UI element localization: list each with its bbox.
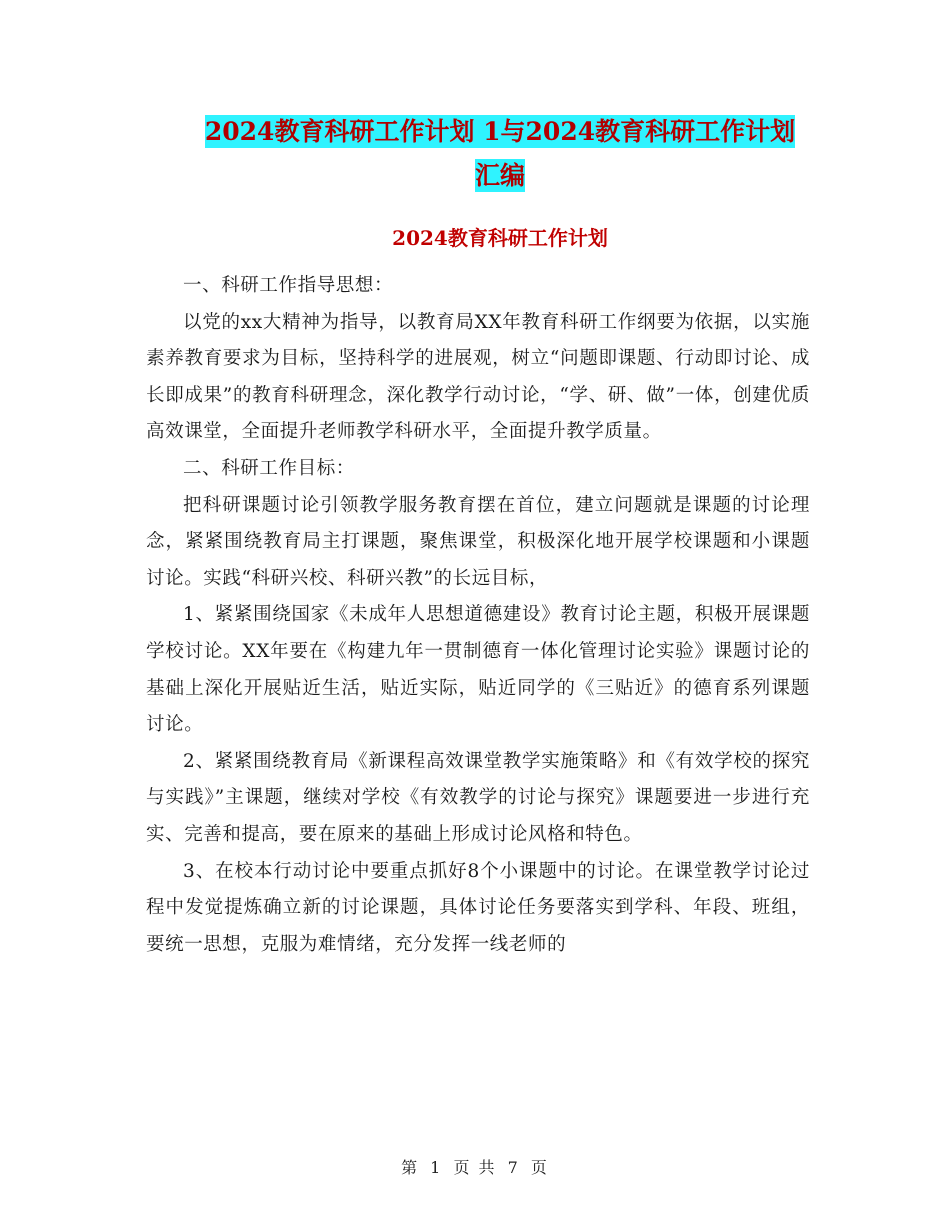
paragraph-item-1: 1、紧紧围绕国家《未成年人思想道德建设》教育讨论主题，积极开展课题学校讨论。XX年要在《构建九年一贯制德育一体化管理讨论实验》课题讨论的基础上深化开展贴近生活，贴近实际，贴近同学的《三贴近》的德育系列课题讨论。 xyxy=(146,604,810,736)
title-line-1: 2024教育科研工作计划 1与2024教育科研工作计划 xyxy=(204,117,796,146)
footer-page-number: 1 xyxy=(430,1158,443,1177)
paragraph-work-goals: 把科研课题讨论引领教学服务教育摆在首位，建立问题就是课题的讨论理念，紧紧围绕教育局主打课题，聚焦课堂，积极深化地开展学校课题和小课题讨论。实践“科研兴校、科研兴教”的长远目标， xyxy=(146,494,810,589)
document-body xyxy=(146,268,810,963)
paragraph-item-2: 2、紧紧围绕教育局《新课程高效课堂教学实施策略》和《有效学校的探究与实践》”主课题，继续对学校《有效教学的讨论与探究》课题要进一步进行充实、完善和提高，要在原来的基础上形成讨论风格和特色。 xyxy=(146,750,810,845)
title-line-2: 汇编 xyxy=(474,161,525,190)
heading-guiding-thought: 一、科研工作指导思想： xyxy=(183,275,394,296)
document-title xyxy=(140,110,860,198)
heading-work-goals: 二、科研工作目标： xyxy=(183,457,355,479)
page-footer xyxy=(0,1155,950,1178)
paragraph-guiding-thought: 以党的xx大精神为指导，以教育局XX年教育科研工作纲要为依据，以实施素养教育要求为目标，坚持科学的进展观，树立“问题即课题、行动即讨论、成长即成果”的教育科研理念，深化教学行动讨论，“学、研、做”一体，创建优质高效课堂，全面提升老师教学科研水平，全面提升教学质量。 xyxy=(146,311,810,443)
paragraph-item-3: 3、在校本行动讨论中要重点抓好8个小课题中的讨论。在课堂教学讨论过程中发觉提炼确立新的讨论课题，具体讨论任务要落实到学科、年段、班组，要统一思想，克服为难情绪，充分发挥一线老师的 xyxy=(146,860,810,955)
footer-suffix: 页 xyxy=(530,1158,549,1177)
footer-middle: 页 共 xyxy=(453,1158,497,1177)
footer-prefix: 第 xyxy=(401,1158,420,1177)
section-title: 2024教育科研工作计划 xyxy=(392,226,608,250)
footer-total-pages: 7 xyxy=(507,1158,520,1177)
